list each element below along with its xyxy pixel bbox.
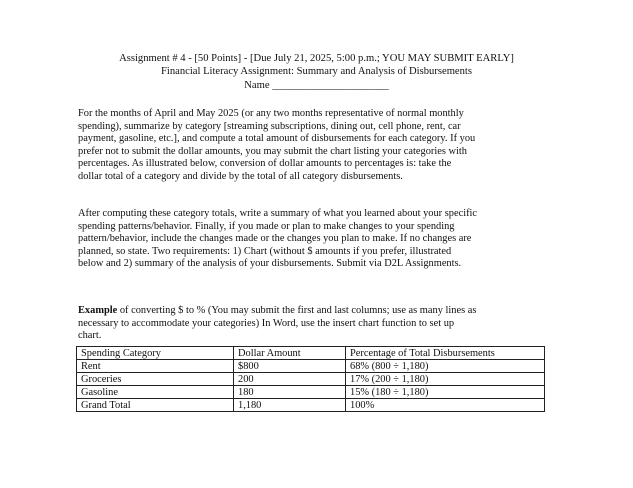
table-cell: 1,180 (234, 399, 346, 412)
example-label: Example (78, 305, 118, 316)
table-cell: 200 (234, 373, 346, 386)
example-paragraph (78, 305, 554, 343)
name-line: Name ______________________ (244, 80, 389, 91)
table-cell: Rent (77, 360, 234, 373)
instructions-paragraph-2: After computing these category totals, write a summary of what you learned about your specific spending patterns/behavior. Finally, if you made or plan to make changes to your spending pattern/behavior, include the changes made or the changes you plan to make. If no changes are planned, so state. Two requirements: 1) Chart (without $ amounts if you prefer, illustrated below and 2) summary of the analysis of your disbursements. Submit via D2L Assignments. (78, 208, 478, 270)
example-disbursement-table (76, 346, 545, 412)
table-cell: 15% (180 ÷ 1,180) (346, 386, 545, 399)
table-cell: Grand Total (77, 399, 234, 412)
table-cell: 68% (800 ÷ 1,180) (346, 360, 545, 373)
table-row (77, 373, 545, 386)
table-cell: 17% (200 ÷ 1,180) (346, 373, 545, 386)
table-row (77, 399, 545, 412)
table-cell: Gasoline (77, 386, 234, 399)
table-cell: Groceries (77, 373, 234, 386)
assignment-subtitle: Financial Literacy Assignment: Summary and Analysis of Disbursements (161, 66, 472, 77)
table-row (77, 360, 545, 373)
table-header-row (77, 347, 545, 360)
assignment-title: Assignment # 4 - [50 Points] - [Due July 21, 2025, 5:00 p.m.; YOU MAY SUBMIT EARLY] (119, 53, 514, 64)
instructions-paragraph-1: For the months of April and May 2025 (or any two months representative of normal monthly spending), summarize by category [streaming subscriptions, dining out, cell phone, rent, car payment, gasoline, etc.], and compute a total amount of disbursements for each category. If you prefer not to submit the dollar amounts, you may submit the chart listing your categories with percentages. As illustrated below, conversion of dollar amounts to percentages is: take the dollar total of a category and divide by the total of all category disbursements. (78, 108, 476, 182)
table-header-cell: Spending Category (77, 347, 234, 360)
table-header-cell: Percentage of Total Disbursements (346, 347, 545, 360)
example-text: of converting $ to % (You may submit the first and last columns; use as many lines as necessary to accommodate your categories) In Word, use the insert chart function to set up chart. (78, 305, 477, 342)
table-header-cell: Dollar Amount (234, 347, 346, 360)
table-row (77, 386, 545, 399)
table-cell: $800 (234, 360, 346, 373)
table-cell: 180 (234, 386, 346, 399)
table-cell: 100% (346, 399, 545, 412)
